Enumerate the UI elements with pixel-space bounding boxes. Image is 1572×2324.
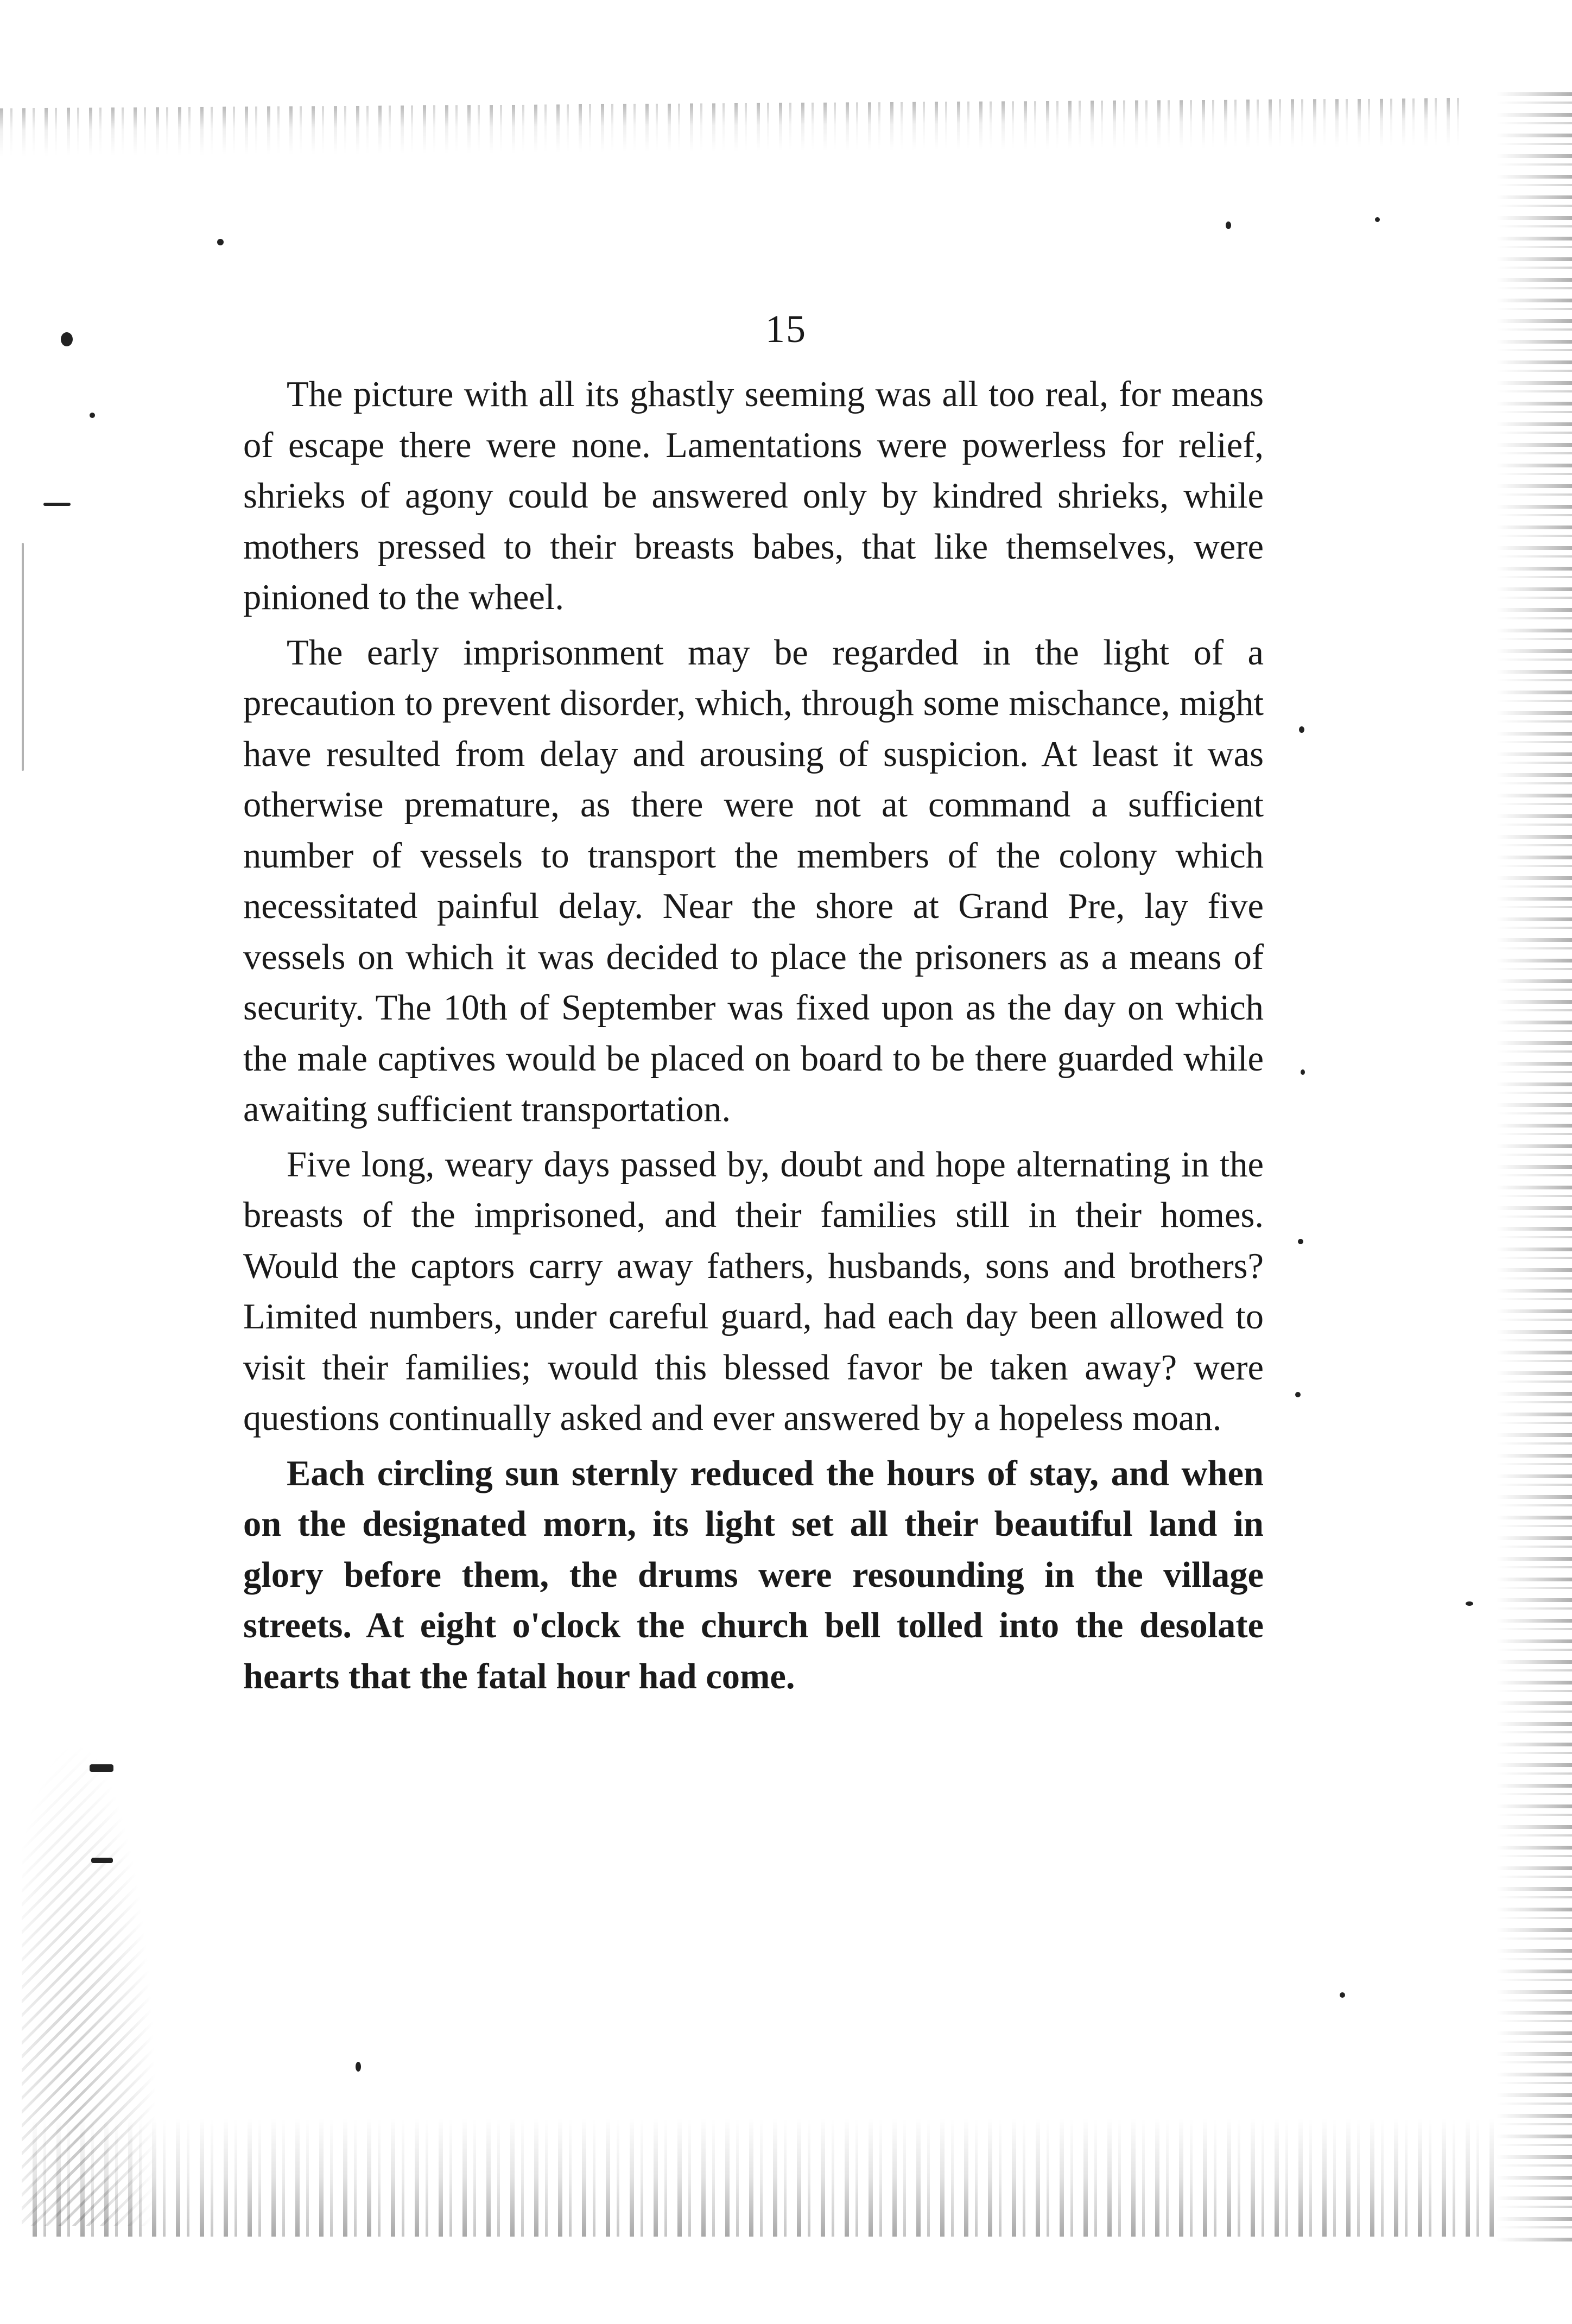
paragraph: Each circling sun sternly reduced the hours of stay, and when on the designated morn, its light set all their beautiful land in glory before them, the drums were resounding in the village streets. At eight o'clock the church bell tolled into the desolate hearts that the fatal hour had come.	[243, 1453, 1264, 1696]
page-number: 15	[765, 307, 807, 351]
scan-edge-noise-top	[0, 98, 1466, 157]
scan-speck	[91, 1858, 113, 1863]
paragraph: The early imprisonment may be regarded in the light of a precaution to prevent disorder, which, through some mischance, might have resulted from delay and arousing of suspicion. At least it was otherwise premature, as there were not at command a sufficient number of vessels to transport the members of the colony which necessitated painful delay. Near the shore at Grand Pre, lay five vessels on which it was decided to place the prisoners as a means of security. The 10th of September was fixed upon as the day on which the male captives would be placed on board to be there guarded while awaiting sufficient transportation.	[243, 632, 1264, 1129]
scan-speck	[1299, 726, 1304, 733]
paragraph: Five long, weary days passed by, doubt and hope alternating in the breasts of the imprisoned, and their families still in their homes. Would the captors carry away fathers, husbands, sons and brothers? Limited numbers, under careful guard, had each day been allowed to visit their families; would this blessed favor be taken away? were questions continually asked and ever answered by a hopeless moan.	[243, 1144, 1264, 1438]
scan-speck	[1295, 1392, 1301, 1397]
scan-speck	[43, 503, 71, 506]
scan-speck	[1340, 1992, 1345, 1998]
scan-edge-noise-bottom	[33, 2117, 1498, 2237]
scan-edge-noise-right	[1496, 92, 1572, 2242]
scan-speck	[1298, 1239, 1303, 1244]
scan-speck	[90, 413, 95, 418]
body-text	[243, 369, 1264, 1706]
scan-speck	[22, 543, 24, 771]
scan-speck	[1466, 1601, 1473, 1606]
scan-speck	[217, 239, 224, 245]
scan-speck	[90, 1764, 113, 1772]
paragraph: The picture with all its ghastly seeming was all too real, for means of escape there were none. Lamentations were powerless for relief, shrieks of agony could be answered only by kindred shrieks, while mothers pressed to their breasts babes, that like themselves, were pinioned to the wheel.	[243, 375, 1264, 617]
scan-speck	[1375, 217, 1380, 222]
scan-speck	[1226, 221, 1231, 229]
scan-speck	[1301, 1069, 1305, 1075]
scan-speck	[356, 2062, 361, 2072]
scan-edge-noise-left	[22, 1737, 157, 2226]
